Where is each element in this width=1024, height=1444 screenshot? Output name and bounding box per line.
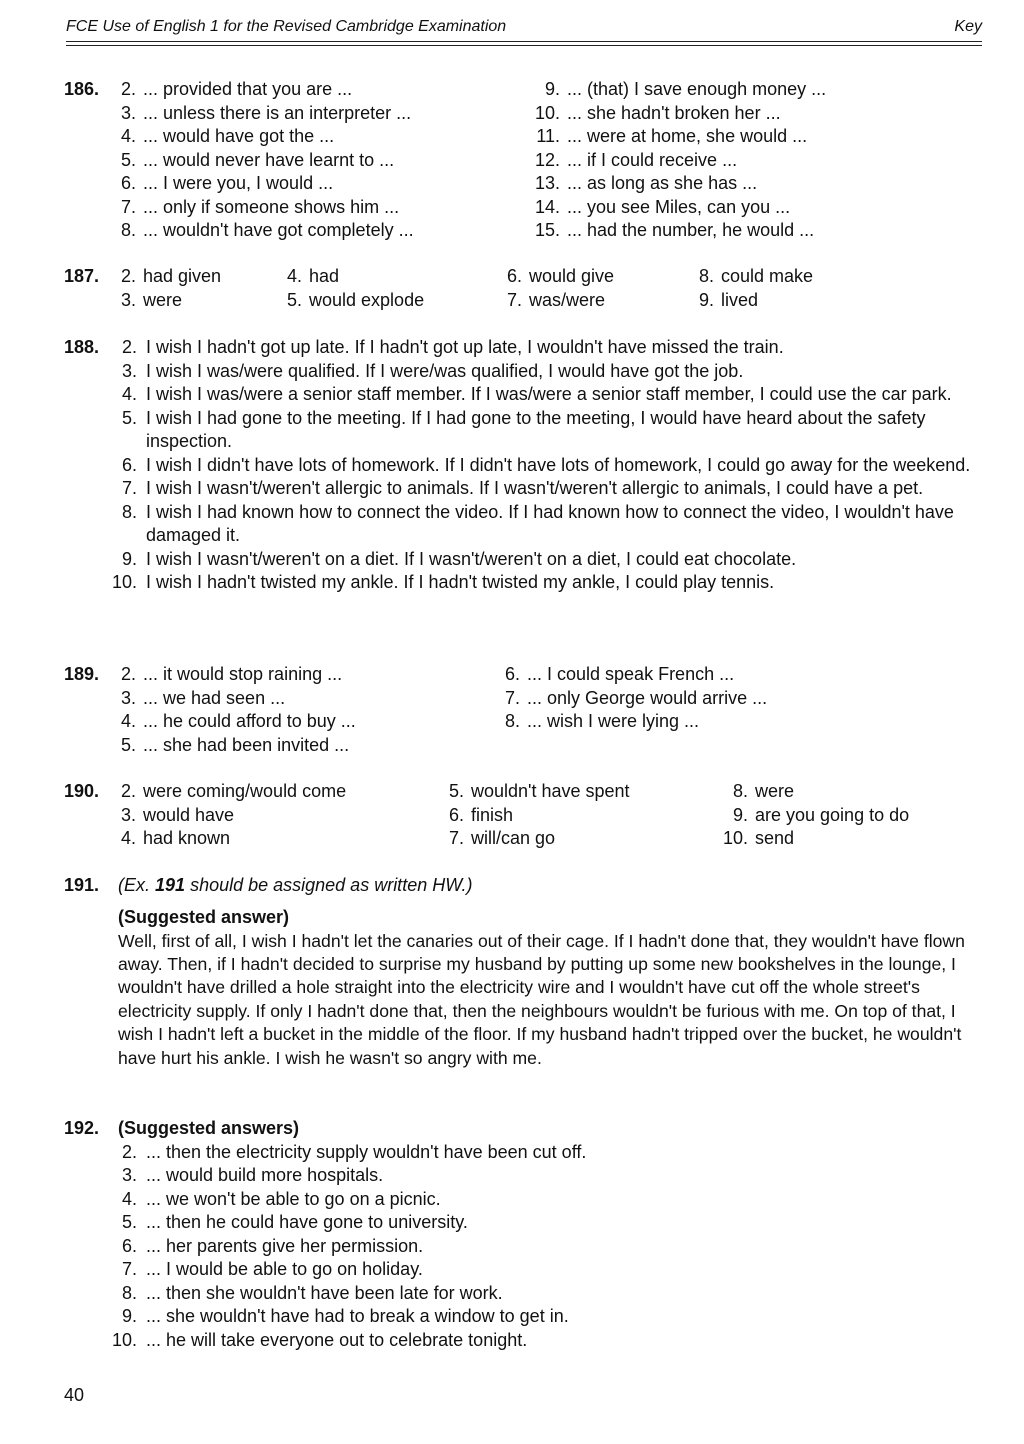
item-text: ... provided that you are ...	[143, 79, 353, 99]
note-rest: should be assigned as written HW.)	[185, 875, 473, 895]
answer-item	[524, 172, 826, 196]
answer-item	[110, 125, 414, 149]
item-number: 4.	[120, 126, 136, 146]
item-text: had given	[143, 266, 222, 286]
exercise-number: 189.	[64, 664, 100, 684]
answer-item	[494, 687, 767, 711]
item-text: would give	[529, 266, 615, 286]
item-text: ... her parents give her permission.	[146, 1235, 424, 1256]
list-item	[109, 477, 984, 501]
answers-column-3	[712, 780, 909, 851]
list-item	[109, 1211, 984, 1235]
item-number: 5.	[286, 289, 302, 310]
list-item	[109, 1282, 984, 1306]
item-text: ... had the number, he would ...	[567, 220, 815, 240]
item-number: 10.	[722, 828, 748, 848]
item-text: ... she hadn't broken her ...	[567, 102, 781, 123]
header-key-label: Key	[954, 18, 982, 35]
list-item	[109, 383, 984, 407]
item-number: 4.	[121, 384, 137, 404]
answer-item	[110, 710, 356, 734]
note-prefix: (Ex.	[118, 875, 156, 895]
item-text: I wish I hadn't twisted my ankle. If I hadn't twisted my ankle, I could play tennis.	[146, 572, 775, 592]
item-text: ... would build more hospitals.	[146, 1165, 384, 1185]
item-number: 5.	[120, 149, 136, 170]
item-number: 8.	[698, 266, 714, 286]
item-number: 5.	[120, 734, 136, 755]
answer-item	[110, 289, 221, 313]
exercise-192	[64, 1117, 984, 1357]
item-number: 11.	[536, 126, 560, 146]
item-number: 12.	[534, 149, 560, 170]
item-text: ... we had seen ...	[143, 687, 286, 708]
list-item	[109, 571, 984, 595]
list-item	[109, 407, 984, 454]
item-text: ... you see Miles, can you ...	[567, 196, 791, 217]
answer-item	[110, 804, 346, 828]
item-text: had	[309, 266, 340, 286]
answer-item	[688, 289, 813, 313]
list-item	[109, 501, 984, 548]
answer-item	[494, 663, 767, 687]
suggested-answer-block	[118, 906, 984, 1070]
answer-list	[109, 1141, 984, 1353]
item-number: 2.	[120, 79, 136, 99]
answer-item	[496, 289, 614, 313]
item-number: 9.	[732, 804, 748, 825]
item-text: I wish I had known how to connect the video. If I had known how to connect the video, I wouldn't have damaged it.	[146, 501, 954, 545]
item-number: 10.	[534, 102, 560, 123]
answer-item	[494, 710, 767, 734]
answers-column-4	[688, 265, 813, 312]
item-text: ... if I could receive ...	[567, 149, 738, 170]
item-text: I wish I hadn't got up late. If I hadn't got up late, I wouldn't have missed the train.	[146, 337, 784, 357]
answer-item	[524, 125, 826, 149]
item-number: 9.	[544, 79, 560, 99]
item-number: 2.	[120, 664, 136, 684]
item-number: 3.	[121, 360, 137, 381]
answers-left-column	[110, 663, 356, 757]
answer-item	[712, 780, 909, 804]
list-item	[109, 360, 984, 384]
list-item	[109, 336, 984, 360]
item-number: 6.	[506, 266, 522, 286]
exercise-188	[64, 336, 984, 646]
item-text: I wish I was/were qualified. If I were/was qualified, I would have got the job.	[146, 360, 744, 381]
exercise-190	[64, 780, 984, 852]
item-number: 3.	[121, 1165, 137, 1185]
list-item	[109, 1164, 984, 1188]
note-exercise-ref: 191	[155, 875, 186, 895]
header-title: FCE Use of English 1 for the Revised Cambridge Examination	[66, 18, 507, 35]
exercise-189	[64, 663, 984, 759]
answers-right-column	[524, 78, 826, 243]
item-text: I wish I had gone to the meeting. If I had gone to the meeting, I would have heard about the safety inspection.	[146, 407, 926, 451]
list-item	[109, 1235, 984, 1259]
item-text: was/were	[529, 289, 606, 310]
answer-item	[276, 289, 424, 313]
item-number: 15.	[534, 220, 560, 240]
item-number: 4.	[120, 711, 136, 731]
item-number: 8.	[121, 501, 137, 522]
item-text: ... were at home, she would ...	[567, 126, 808, 146]
answer-item	[524, 102, 826, 126]
item-text: could make	[721, 266, 814, 286]
item-text: were coming/would come	[143, 781, 347, 801]
item-text: ... (that) I save enough money ...	[567, 79, 827, 99]
answer-item	[712, 804, 909, 828]
item-text: were	[755, 781, 795, 801]
item-text: would explode	[309, 289, 425, 310]
exercise-number: 186.	[64, 79, 100, 99]
item-number: 7.	[506, 289, 522, 310]
item-number: 13.	[534, 173, 560, 193]
exercise-187	[64, 265, 984, 313]
answers-column-2	[438, 780, 630, 851]
item-text: I wish I wasn't/weren't on a diet. If I wasn't/weren't on a diet, I could eat chocolate.	[146, 548, 797, 569]
answer-item	[496, 265, 614, 289]
assignment-note	[118, 874, 473, 898]
item-text: ... then she wouldn't have been late for work.	[146, 1282, 503, 1303]
item-number: 4.	[120, 828, 136, 848]
header-rule	[66, 41, 982, 42]
item-text: I wish I didn't have lots of homework. If I didn't have lots of homework, I could go away for the weekend.	[146, 454, 971, 475]
item-number: 6.	[121, 1235, 137, 1256]
item-number: 2.	[120, 266, 136, 286]
answer-item	[110, 734, 356, 758]
answers-left-column	[110, 78, 414, 243]
answer-item	[110, 78, 414, 102]
item-text: ... then the electricity supply wouldn't have been cut off.	[146, 1141, 587, 1162]
item-text: ... she had been invited ...	[143, 734, 350, 755]
item-number: 8.	[732, 781, 748, 801]
item-number: 9.	[121, 548, 137, 569]
answers-column-1	[110, 780, 346, 851]
answers-column-2	[276, 265, 424, 312]
answer-item	[524, 78, 826, 102]
item-number: 10.	[111, 572, 137, 592]
answer-item	[110, 780, 346, 804]
item-text: ... I would be able to go on holiday.	[146, 1259, 423, 1279]
item-text: lived	[721, 289, 759, 310]
item-text: are you going to do	[755, 804, 910, 825]
list-item	[109, 454, 984, 478]
item-number: 7.	[120, 196, 136, 217]
item-number: 10.	[111, 1329, 137, 1350]
answer-item	[110, 149, 414, 173]
item-number: 14.	[534, 196, 560, 217]
item-number: 7.	[121, 1259, 137, 1279]
item-text: ... as long as she has ...	[567, 173, 758, 193]
answer-item	[712, 827, 909, 851]
exercise-number: 188.	[64, 337, 100, 357]
answer-item	[524, 196, 826, 220]
suggested-answer-paragraph: Well, first of all, I wish I hadn't let the canaries out of their cage. If I hadn't done that, they wouldn't have flown away. Then, if I hadn't decided to surprise my husband by putting up some new bookshelves in the lounge, I wouldn't have drilled a hole straight into the electricity wire and I wouldn't have cut off the whole street's electricity supply. If only I hadn't done that, then the neighbours wouldn't be furious with me. On top of that, I wish I hadn't left a bucket in the middle of the floor. If my husband hadn't tripped over the bucket, he wouldn't have hurt his ankle. I wish he wasn't so angry with me.	[118, 930, 965, 1068]
exercise-number: 187.	[64, 266, 100, 286]
item-number: 3.	[120, 289, 136, 310]
item-text: send	[755, 828, 795, 848]
item-number: 9.	[121, 1306, 137, 1326]
answer-item	[524, 219, 826, 243]
answer-item	[110, 102, 414, 126]
item-number: 6.	[120, 173, 136, 193]
item-text: had known	[143, 828, 231, 848]
item-number: 4.	[286, 266, 302, 286]
item-number: 3.	[120, 102, 136, 123]
answer-item	[276, 265, 424, 289]
item-text: ... she wouldn't have had to break a window to get in.	[146, 1306, 569, 1326]
item-number: 3.	[120, 687, 136, 708]
list-item	[109, 1188, 984, 1212]
item-text: ... it would stop raining ...	[143, 664, 343, 684]
answer-item	[110, 172, 414, 196]
running-header	[66, 18, 982, 36]
item-number: 7.	[448, 828, 464, 848]
item-text: I wish I was/were a senior staff member. If I was/were a senior staff member, I could use the car park.	[146, 384, 952, 404]
item-text: would have	[143, 804, 235, 825]
item-text: I wish I wasn't/weren't allergic to animals. If I wasn't/weren't allergic to animals, I could have a pet.	[146, 478, 924, 498]
item-number: 4.	[121, 1188, 137, 1209]
answer-item	[110, 265, 221, 289]
item-text: wouldn't have spent	[471, 781, 630, 801]
answer-item	[110, 196, 414, 220]
answer-item	[438, 827, 630, 851]
item-text: ... he could afford to buy ...	[143, 711, 356, 731]
item-text: ... wouldn't have got completely ...	[143, 220, 414, 240]
item-text: ... we won't be able to go on a picnic.	[146, 1188, 441, 1209]
item-number: 2.	[121, 1141, 137, 1162]
item-text: ... wish I were lying ...	[527, 711, 700, 731]
answer-item	[688, 265, 813, 289]
item-text: were	[143, 289, 183, 310]
item-text: ... I could speak French ...	[527, 664, 735, 684]
item-text: ... would never have learnt to ...	[143, 149, 395, 170]
answer-item	[110, 827, 346, 851]
item-text: ... I were you, I would ...	[143, 173, 334, 193]
item-number: 6.	[504, 664, 520, 684]
item-text: ... only if someone shows him ...	[143, 196, 400, 217]
list-item	[109, 548, 984, 572]
exercise-number: 190.	[64, 781, 100, 801]
answer-item	[110, 687, 356, 711]
list-item	[109, 1141, 984, 1165]
item-number: 3.	[120, 804, 136, 825]
header-rule-thin	[66, 45, 982, 46]
exercise-number: 191.	[64, 875, 100, 895]
item-text: ... he will take everyone out to celebrate tonight.	[146, 1329, 528, 1350]
answer-item	[110, 219, 414, 243]
suggested-answers-heading: (Suggested answers)	[118, 1118, 300, 1138]
answers-right-column	[494, 663, 767, 734]
item-number: 5.	[121, 1212, 137, 1232]
answer-item	[110, 663, 356, 687]
item-number: 8.	[121, 1282, 137, 1303]
item-number: 7.	[121, 478, 137, 498]
exercise-191	[64, 874, 984, 1096]
item-number: 5.	[448, 781, 464, 801]
list-item	[109, 1305, 984, 1329]
item-number: 8.	[504, 711, 520, 731]
item-number: 8.	[120, 220, 136, 240]
answer-item	[524, 149, 826, 173]
answer-item	[438, 804, 630, 828]
exercise-number: 192.	[64, 1118, 100, 1138]
item-text: ... only George would arrive ...	[527, 687, 768, 708]
page-number: 40	[64, 1385, 85, 1405]
answers-column-3	[496, 265, 614, 312]
item-number: 7.	[504, 687, 520, 708]
suggested-answer-heading: (Suggested answer)	[118, 907, 290, 927]
item-number: 5.	[121, 407, 137, 428]
item-number: 6.	[448, 804, 464, 825]
exercise-186	[64, 78, 984, 244]
item-text: will/can go	[471, 828, 556, 848]
answers-column-1	[110, 265, 221, 312]
item-text: ... unless there is an interpreter ...	[143, 102, 412, 123]
answer-item	[438, 780, 630, 804]
sentence-list	[109, 336, 984, 595]
list-item	[109, 1258, 984, 1282]
item-text: finish	[471, 804, 514, 825]
item-number: 9.	[698, 289, 714, 310]
item-number: 2.	[120, 781, 136, 801]
list-item	[109, 1329, 984, 1353]
item-number: 2.	[121, 337, 137, 357]
item-text: ... would have got the ...	[143, 126, 335, 146]
item-number: 6.	[121, 454, 137, 475]
item-text: ... then he could have gone to university.	[146, 1212, 468, 1232]
